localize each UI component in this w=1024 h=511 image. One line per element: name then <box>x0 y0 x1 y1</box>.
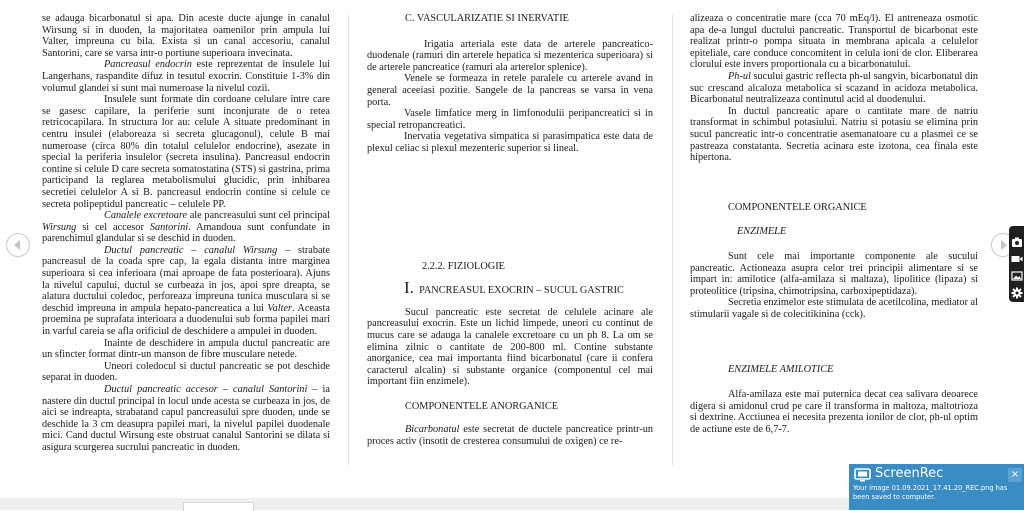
notification-message: Your image 01.09.2021_17.41.20_REC.png has been saved to computer. <box>853 484 1008 501</box>
italic-term: Ductul pancreatic – canalul Wirsung <box>104 244 278 256</box>
paragraph: Inervatia vegetativa simpatica si parasimpatica este data de plexul celiac si plexul mezenteric superior si lineal. <box>367 131 653 154</box>
italic-term: Ph-ul <box>728 70 751 82</box>
paragraph <box>42 210 330 245</box>
paragraph: Insulele sunt formate din cordoane celulare intre care se gasesc capilare, la periferie sunt inconjurate de o retea retricocapilara. In structura lor au: celule A situate predominant in centru insulei (elaboreaza si secreta glucagonul), celule B mai numeroase (circa 80% din totalul celulelor endocrine), asezate in special la periferia insulelor (secreta insulina). Pancreasul endocrin contine si celule D care secreta somatostatina (STS) si gastrina, prima participand la reglarea metabolismului glucidic, prin inhibarea secretiei celulelor A si B. pancreasul endocrin contine si celule ce secreta polipeptidul pancreatic – celulele PP. <box>42 94 330 210</box>
paragraph: In ductul pancreatic apare o cantitate mare de natriu transformat in schimbul potasiului. Natriu si potasiu se elimina prin sucul pancreatic intr-o concentratie asemanatoare cu a plasmei ce se pastreaza constatanta. Secretia acinara este izotona, cea finala este hipertona. <box>690 105 978 164</box>
paragraph: Alfa-amilaza este mai puternica decat cea salivara deoarece digera si amidonul crud pe care il transforma in maltoza, maltotrioza si dextrine. Acctiunea ei necesita prezenta ionilor de clor, ph-ul optim de actiune este de 6,7-7. <box>690 389 978 435</box>
notification-title: ScreenRec <box>875 466 944 481</box>
paragraph: Sunt cele mai importante componente ale sucului pancreatic. Actioneaza asupra celor trei principii alimentare si se impart in: amilotice (alfa-amilaza si maltaza), lipolitice (lipaza) si proteolitice (tripsina, chimotripsina, carboxipeptidaza). <box>690 250 978 297</box>
paragraph: Uneori coledocul si ductul pancreatic se pot deschide separat in duoden. <box>42 360 330 384</box>
italic-term: Ductul pancreatic accesor – canalul Santorini <box>104 384 308 395</box>
paragraph: Irigatia arteriala este data de arterele pancreatico-duodenale (ramuri din arterele hepatica si mezenterica superioara) si de arterele pancreatice (ramuri ala arterelor splenice). <box>367 38 653 73</box>
italic-term: Wirsung <box>42 221 77 233</box>
section-heading: 2.2.2. FIZIOLOGIE <box>422 260 505 272</box>
text: este secretat de ductele pancreatice printr-un proces activ (insotit de cresterea consumului de oxigen) ce re- <box>367 424 653 448</box>
paragraph: Inainte de deschidere in ampula ductul pancreatic are un sfincter format dintr-un manson de fibre musculare netede. <box>42 337 330 361</box>
italic-term: Canalele excretoare <box>104 210 188 222</box>
right-page <box>690 13 978 435</box>
subsection-heading: ENZIMELE AMILOTICE <box>728 364 834 376</box>
screenrec-notification[interactable] <box>849 464 1024 510</box>
screenrec-toolbar <box>1009 226 1024 302</box>
paragraph <box>42 245 330 338</box>
chapter-number: I. <box>404 278 414 298</box>
paragraph <box>690 71 978 106</box>
previous-page-button[interactable] <box>6 233 30 257</box>
chapter-heading <box>367 278 653 298</box>
gallery-icon[interactable] <box>1011 270 1023 282</box>
middle-page <box>367 13 653 448</box>
italic-term: Bicarbonatul <box>405 424 460 436</box>
paragraph <box>42 384 330 454</box>
section-heading: COMPONENTELE ANORGANICE <box>405 400 559 412</box>
video-icon[interactable] <box>1011 253 1023 265</box>
paragraph: Sucul pancreatic este secretat de celulele acinare ale pancreasului exocrin. Este un lichid limpede, uneori cu continut de mucus care se adauga la canalele excretoare cu un ph 8. La om se elimina zilnic o cantitate de 200-800 ml. Contine substante anorganice, cea mai importanta fiind bicarbonatul (care ii confera caracterul alcalin) si substante organice (componentul cel mai important fiin enzimele). <box>367 306 653 388</box>
paragraph: alizeaza o concentratie mare (cca 70 mEq/l). El antreneaza osmotic apa de-a lungul ductului pancreatic. Transportul de bicarbonat este realizat printr-o pompa situata in membrana apicala a celulelor epiteliale, care conduce concomitent in celula ioni de clor. Eliberarea clorului este invers proportionala cu a bicarbonatului. <box>690 13 978 71</box>
paragraph: se adauga bicarbonatul si apa. Din aceste ducte ajunge in canalul Wirsung si in duoden, la majoritatea oamenilor prin ampula lui Valter, impreuna cu bila. Exista si un canal accesoriu, canalul Santorini, care se varsa intr-o portiune superioara invecinata. <box>42 13 330 59</box>
monitor-icon <box>854 468 871 482</box>
text: ale pancreasului sunt cel principal <box>187 210 330 222</box>
subsection-heading: ENZIMELE <box>737 226 787 238</box>
paragraph <box>42 59 330 94</box>
chapter-title: PANCREASUL EXOCRIN – SUCUL GASTRIC <box>419 285 624 297</box>
page-divider <box>672 15 673 465</box>
close-button[interactable]: × <box>1008 468 1022 482</box>
camera-icon[interactable] <box>1011 236 1023 248</box>
page-divider <box>348 15 349 465</box>
paragraph: Vasele limfatice merg in limfonodulii peripancreatici si in special retropancreatici. <box>367 108 653 131</box>
section-heading: C. VASCULARIZATIE SI INERVATIE <box>405 13 569 24</box>
text: – strabate pancreasul de la coada spre cap, la egala distanta intre marginea superioara si cea inferioara (mai aproape de fata posterioara). Ajuns la nivelul capului, ductul se curbeaza in jos, apoi spre dreapta, se alatura ductului coledoc, perforeaza impreuna tunica musculara si se deschid impreuna in ampula hepato-pancreatica a lui <box>42 244 330 314</box>
paragraph: Secretia enzimelor este stimulata de acetilcolina, mediator al stimularii vagale si de colecitikinina (cck). <box>690 297 978 320</box>
text: si cel accesor <box>76 221 150 233</box>
chevron-left-icon <box>7 234 29 256</box>
text: . Amandoua sunt confundate in parenchimul glandular si se deschid in duoden. <box>42 221 330 245</box>
text: este reprezentat de insulele lui Langerhans, raspandite difuz in tesutul exocrin. Constituie 1-3% din volumul glandei si sunt mai numeroase la nivelul cozii. <box>42 59 330 94</box>
paragraph: Venele se formeaza in retele paralele cu arterele avand in general aceeiasi pozitie. Sangele de la pancreas se varsa in vena porta. <box>367 73 653 108</box>
gear-icon[interactable] <box>1011 287 1023 299</box>
paragraph <box>367 424 653 447</box>
text: . Aceasta proemina pe suprafata interioara a duodenului sub forma papilei mari in varful careia se afla orificiul de deschidere a ampulei in duoden. <box>42 302 330 338</box>
section-heading: COMPONENTELE ORGANICE <box>728 201 867 213</box>
text: sucului gastric reflecta ph-ul sangvin, bicarbonatul din suc crescand alcaloza metabolica si scazand in acidoza metabolica. Bicarbonatul neutralizeaza continutul acid al duodenului. <box>690 70 978 106</box>
italic-term: Santorini <box>149 221 189 233</box>
italic-term: Pancreasul endocrin <box>104 59 192 71</box>
text: – ia nastere din ductul principal in locul unde acesta se curbeaza in jos, de aici se indreapta, strabatand capul pancreasului spre duoden, unde se deschide la 3 cm deasupra papilei mari, la nivelul papilei duodenale mici. Cand ductul Wirsung este obstruat canalul Santorini se dilata si asigura scurgerea sucrului pancreatic in duoden. <box>42 384 330 453</box>
left-page <box>42 13 330 454</box>
italic-term: Valter <box>267 302 293 314</box>
